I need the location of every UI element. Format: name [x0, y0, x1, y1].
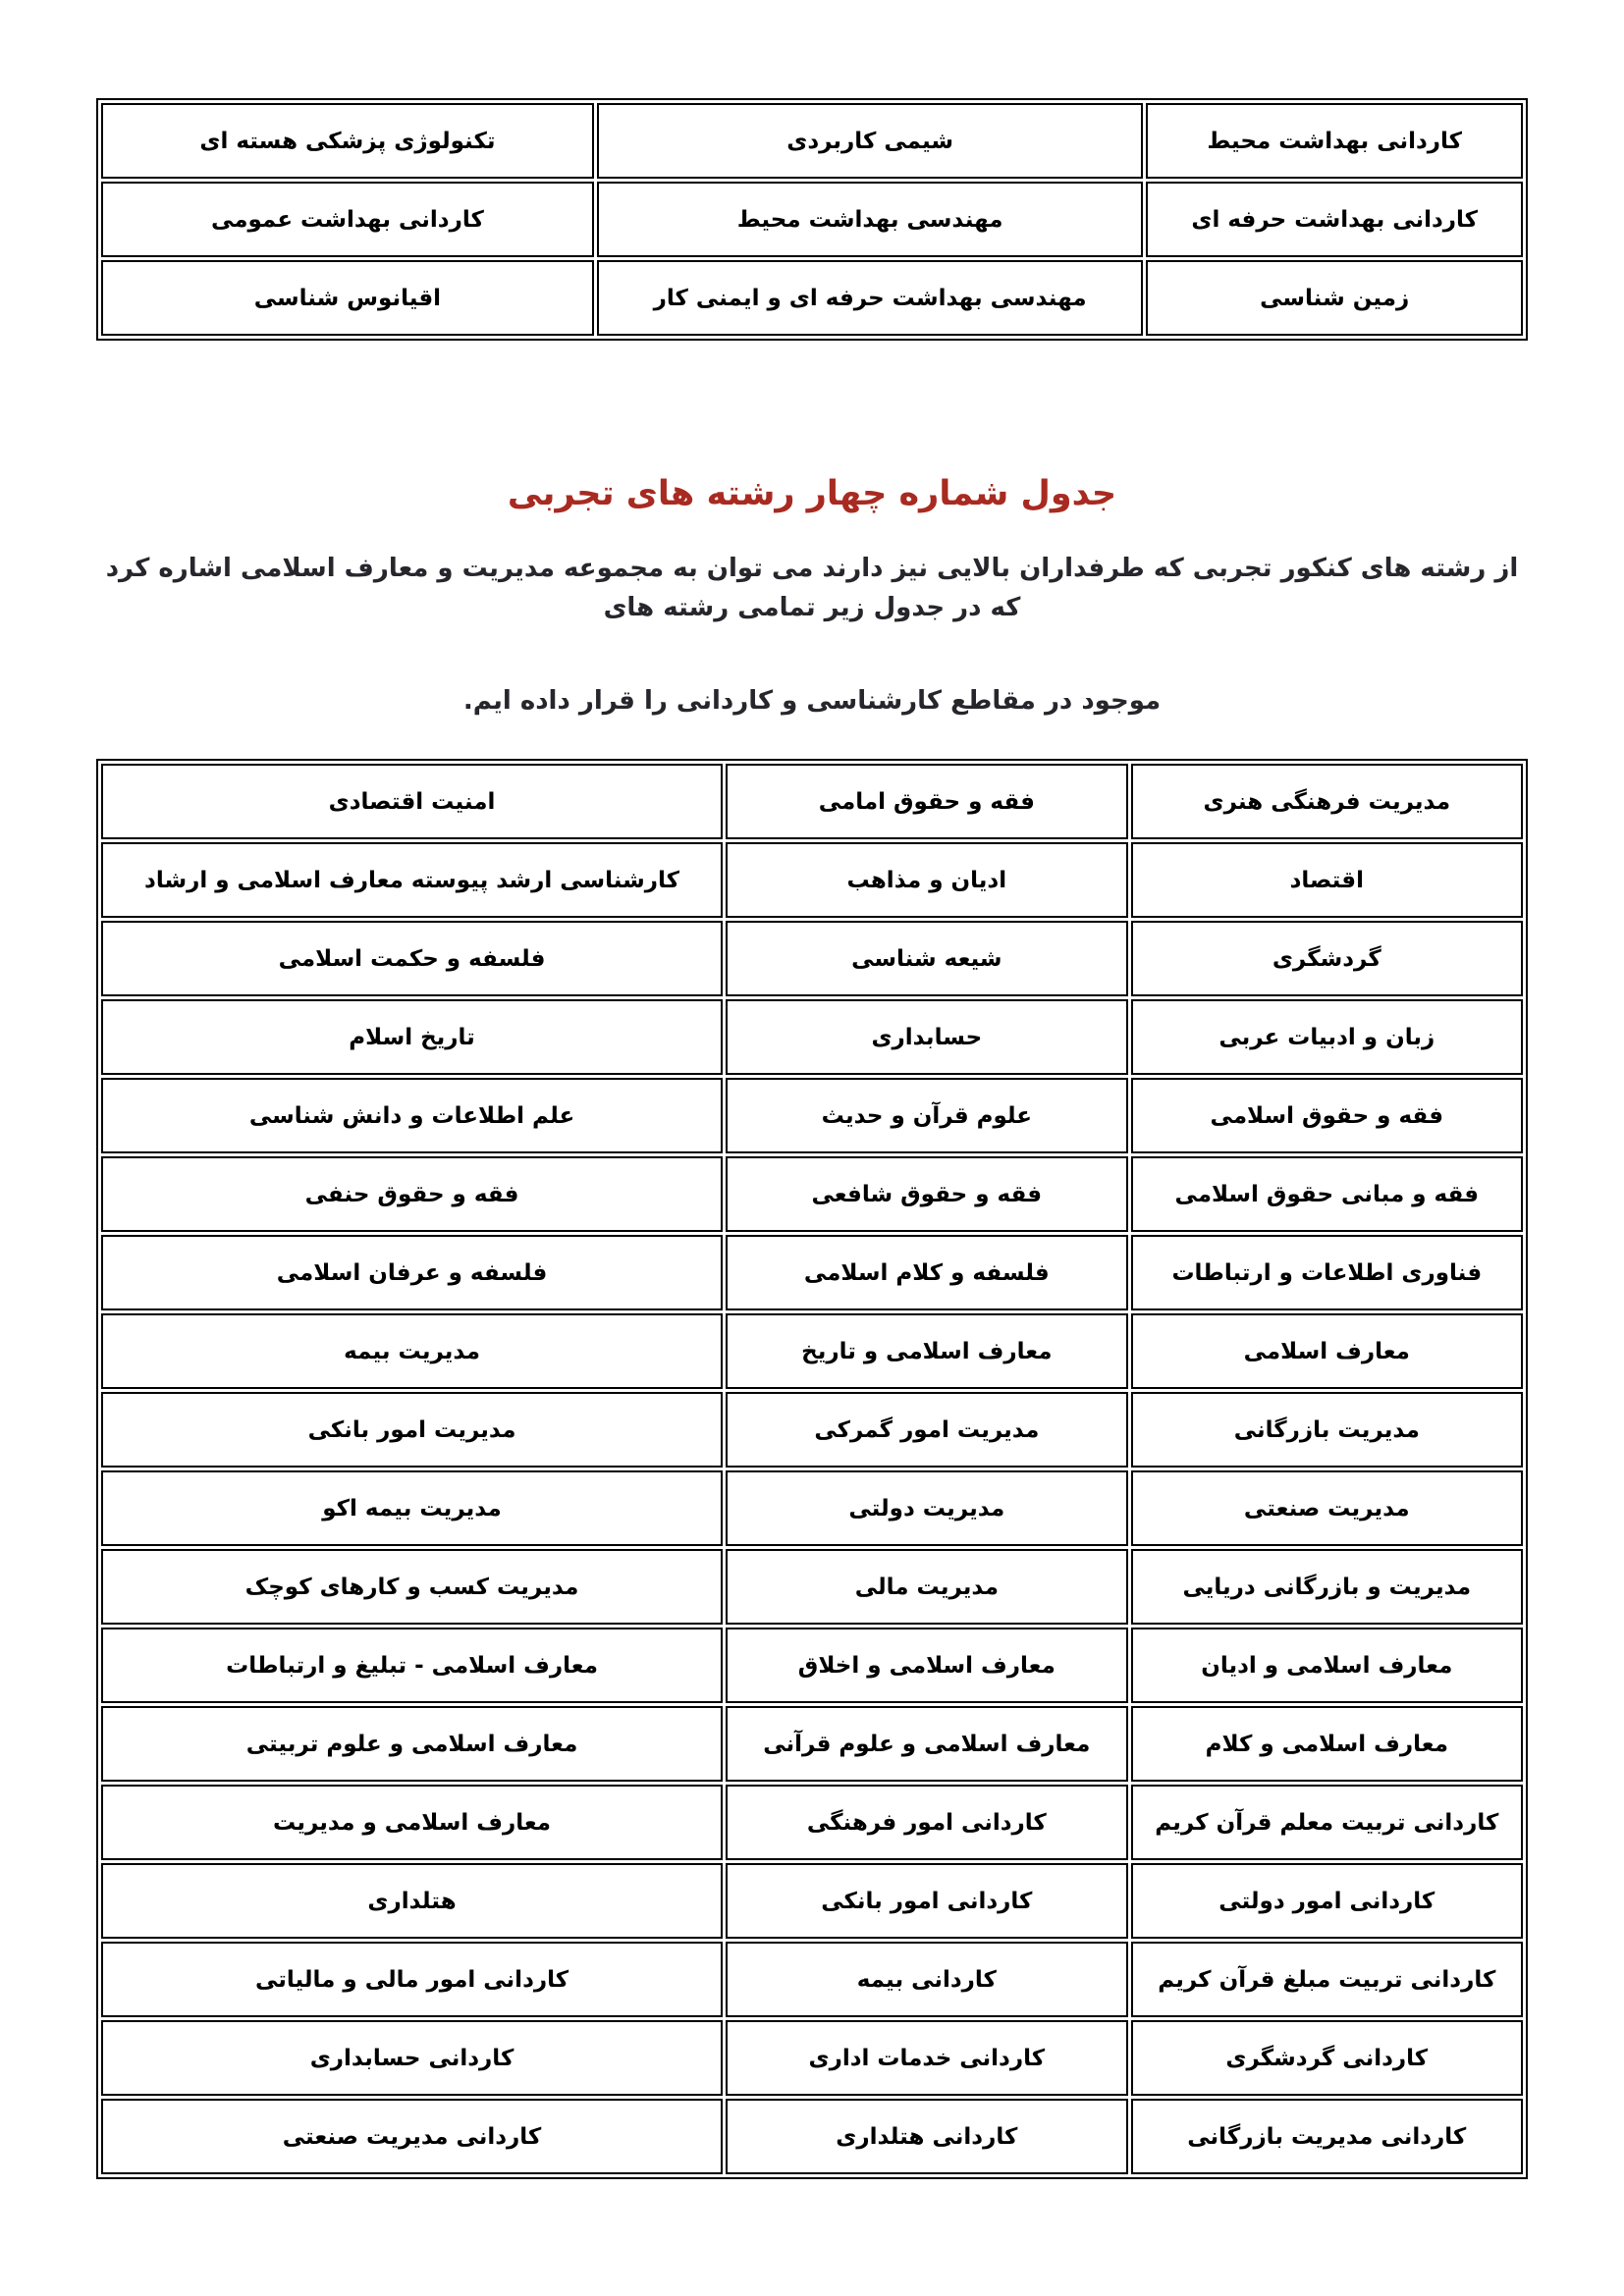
field-cell: مدیریت فرهنگی هنری — [1131, 764, 1523, 839]
field-cell: کاردانی مدیریت صنعتی — [101, 2099, 723, 2174]
table-row — [101, 842, 1523, 918]
field-cell: کاردانی تربیت معلم قرآن کریم — [1131, 1785, 1523, 1860]
field-cell: معارف اسلامی و علوم قرآنی — [726, 1706, 1128, 1782]
table-row — [101, 182, 1523, 257]
main-fields-table — [96, 759, 1528, 2179]
table-row — [101, 1628, 1523, 1703]
table-row — [101, 1235, 1523, 1310]
field-cell: معارف اسلامی و اخلاق — [726, 1628, 1128, 1703]
field-cell: کاردانی تربیت مبلغ قرآن کریم — [1131, 1942, 1523, 2017]
field-cell: امنیت اقتصادی — [101, 764, 723, 839]
field-cell: فلسفه و عرفان اسلامی — [101, 1235, 723, 1310]
field-cell: مدیریت صنعتی — [1131, 1470, 1523, 1546]
field-cell: فقه و حقوق امامی — [726, 764, 1128, 839]
field-cell: کارشناسی ارشد پیوسته معارف اسلامی و ارشاد — [101, 842, 723, 918]
field-cell: فقه و حقوق اسلامی — [1131, 1078, 1523, 1153]
field-cell: شیمی کاربردی — [597, 103, 1144, 179]
field-cell: اقتصاد — [1131, 842, 1523, 918]
field-cell: معارف اسلامی و علوم تربیتی — [101, 1706, 723, 1782]
field-cell: کاردانی امور دولتی — [1131, 1863, 1523, 1939]
field-cell: شیعه شناسی — [726, 921, 1128, 996]
table-row — [101, 1549, 1523, 1625]
field-cell: کاردانی حسابداری — [101, 2020, 723, 2096]
table-row — [101, 1470, 1523, 1546]
field-cell: تکنولوژی پزشکی هسته ای — [101, 103, 594, 179]
field-cell: کاردانی بهداشت حرفه ای — [1146, 182, 1523, 257]
top-fields-table — [96, 98, 1528, 341]
table-row — [101, 1785, 1523, 1860]
table-row — [101, 103, 1523, 179]
table-row — [101, 2099, 1523, 2174]
field-cell: کاردانی بهداشت عمومی — [101, 182, 594, 257]
intro-line-1: از رشته های کنکور تجربی که طرفداران بالایی نیز دارند می توان به مجموعه مدیریت و معارف اسلامی اشاره کرد که در جدول زیر تمامی رشته های — [105, 554, 1519, 622]
field-cell: مدیریت امور بانکی — [101, 1392, 723, 1468]
field-cell: علم اطلاعات و دانش شناسی — [101, 1078, 723, 1153]
field-cell: کاردانی امور بانکی — [726, 1863, 1128, 1939]
field-cell: معارف اسلامی و ادیان — [1131, 1628, 1523, 1703]
field-cell: کاردانی خدمات اداری — [726, 2020, 1128, 2096]
field-cell: معارف اسلامی و کلام — [1131, 1706, 1523, 1782]
field-cell: مدیریت بیمه اکو — [101, 1470, 723, 1546]
table-row — [101, 1942, 1523, 2017]
field-cell: تاریخ اسلام — [101, 999, 723, 1075]
field-cell: کاردانی گردشگری — [1131, 2020, 1523, 2096]
field-cell: فقه و حقوق شافعی — [726, 1156, 1128, 1232]
field-cell: فقه و حقوق حنفی — [101, 1156, 723, 1232]
section-heading: جدول شماره چهار رشته های تجربی — [507, 474, 1117, 513]
table-row — [101, 1706, 1523, 1782]
table-row — [101, 260, 1523, 336]
field-cell: مدیریت کسب و کارهای کوچک — [101, 1549, 723, 1625]
field-cell: زبان و ادبیات عربی — [1131, 999, 1523, 1075]
field-cell: معارف اسلامی — [1131, 1313, 1523, 1389]
table-row — [101, 764, 1523, 839]
table-row — [101, 1313, 1523, 1389]
field-cell: فناوری اطلاعات و ارتباطات — [1131, 1235, 1523, 1310]
field-cell: کاردانی مدیریت بازرگانی — [1131, 2099, 1523, 2174]
field-cell: معارف اسلامی - تبلیغ و ارتباطات — [101, 1628, 723, 1703]
field-cell: مدیریت و بازرگانی دریایی — [1131, 1549, 1523, 1625]
field-cell: مدیریت دولتی — [726, 1470, 1128, 1546]
field-cell: فقه و مبانی حقوق اسلامی — [1131, 1156, 1523, 1232]
field-cell: مهندسی بهداشت حرفه ای و ایمنی کار — [597, 260, 1144, 336]
field-cell: علوم قرآن و حدیث — [726, 1078, 1128, 1153]
field-cell: مدیریت امور گمرکی — [726, 1392, 1128, 1468]
intro-paragraph — [96, 549, 1528, 721]
field-cell: اقیانوس شناسی — [101, 260, 594, 336]
field-cell: مدیریت مالی — [726, 1549, 1128, 1625]
table-row — [101, 1392, 1523, 1468]
field-cell: حسابداری — [726, 999, 1128, 1075]
field-cell: مدیریت بازرگانی — [1131, 1392, 1523, 1468]
table-row — [101, 999, 1523, 1075]
field-cell: فلسفه و حکمت اسلامی — [101, 921, 723, 996]
table-row — [101, 2020, 1523, 2096]
field-cell: کاردانی بیمه — [726, 1942, 1128, 2017]
table-row — [101, 1078, 1523, 1153]
field-cell: گردشگری — [1131, 921, 1523, 996]
field-cell: مدیریت بیمه — [101, 1313, 723, 1389]
field-cell: زمین شناسی — [1146, 260, 1523, 336]
field-cell: فلسفه و کلام اسلامی — [726, 1235, 1128, 1310]
field-cell: کاردانی امور فرهنگی — [726, 1785, 1128, 1860]
table-row — [101, 921, 1523, 996]
field-cell: کاردانی امور مالی و مالیاتی — [101, 1942, 723, 2017]
field-cell: کاردانی هتلداری — [726, 2099, 1128, 2174]
intro-line-2: موجود در مقاطع کارشناسی و کاردانی را قرار داده ایم. — [462, 686, 1162, 716]
field-cell: مهندسی بهداشت محیط — [597, 182, 1144, 257]
field-cell: هتلداری — [101, 1863, 723, 1939]
field-cell: معارف اسلامی و مدیریت — [101, 1785, 723, 1860]
field-cell: کاردانی بهداشت محیط — [1146, 103, 1523, 179]
field-cell: معارف اسلامی و تاریخ — [726, 1313, 1128, 1389]
table-row — [101, 1863, 1523, 1939]
table-row — [101, 1156, 1523, 1232]
field-cell: ادیان و مذاهب — [726, 842, 1128, 918]
